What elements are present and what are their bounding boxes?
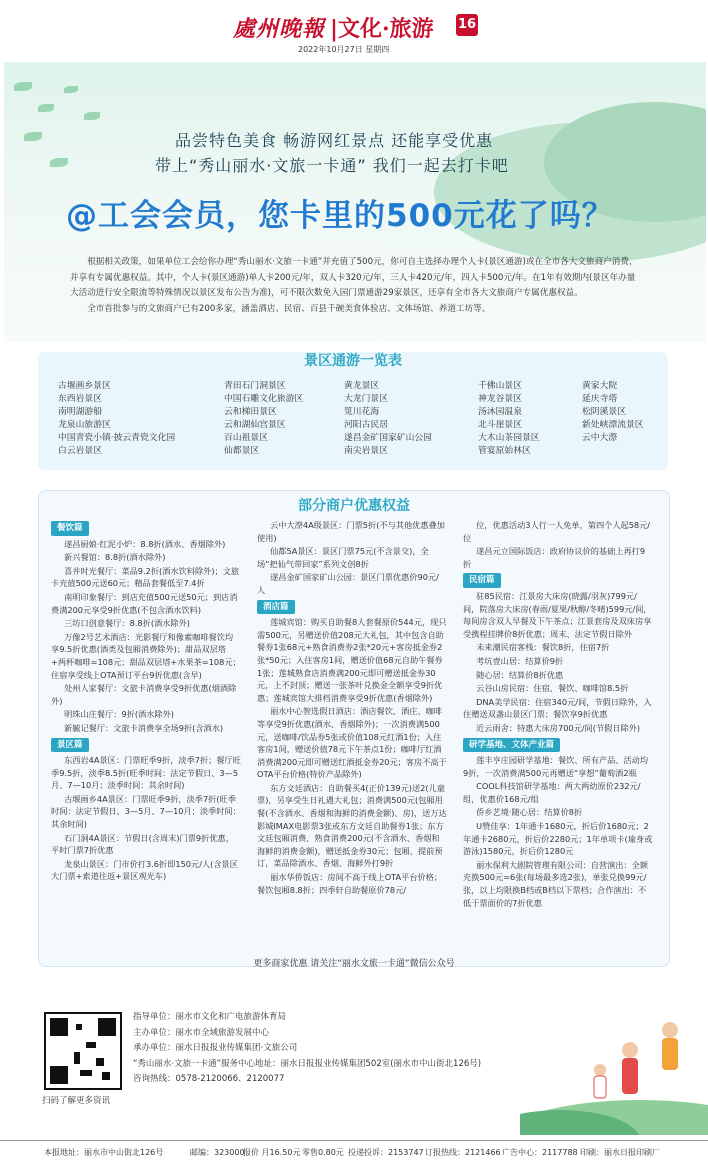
credit-line: 承办单位：丽水日报报业传媒集团·文旅公司 (133, 1043, 298, 1053)
scenic-item: 北斗崖景区 (478, 420, 522, 430)
merchant-entry: 仙都5A景区：景区门票75元(不含景交)，全场“把仙气带回家”系列文创8折 (257, 546, 429, 569)
subtitle-line-2: 带上“秀山丽水·文旅一卡通” 我们一起去打卡吧 (155, 156, 509, 175)
scenic-item: 神龙谷景区 (478, 394, 522, 404)
scenic-item: 古堰画乡景区 (58, 381, 111, 391)
merchant-entry: 丽水中心智选假日酒店：酒店餐饮、酒庄、咖啡等享受9折优惠(酒水、香烟除外)；一次消费满500元，送咖啡/饮品券5张或价值108元红酒1份；入住客房1间，赠送价值78元下午茶点1份；咖啡厅红酒消费满200元即可赠送红酒抵金券20元；客房不高于OTA平台价格(特价产品除外) (257, 706, 447, 780)
merchant-entry: 遂昌元立国际饭店：政府协议价的基础上再打9折 (463, 546, 646, 569)
dateline: 2022年10月27日 星期四 (298, 45, 390, 54)
credit-line: 指导单位：丽水市文化和广电旅游体育局 (133, 1012, 287, 1022)
merchant-benefits-box (38, 490, 670, 967)
credit-line: 主办单位：丽水市全域旅游发展中心 (133, 1027, 270, 1038)
merchant-entry: 石门洞4A景区：节假日(含周末)门票9折优惠，平时门票7折优惠 (51, 832, 234, 856)
merchant-entry: 莲丰亨庄园研学基地：餐饮、所有产品、活动均9折，一次消费满500元再赠送“享想”葡萄酒2瓶 (463, 755, 649, 778)
willow-leaf-icon (50, 158, 68, 167)
scenic-item: 云和梯田景区 (224, 407, 277, 417)
masthead (0, 0, 708, 60)
scenic-item: 延庆寺塔 (582, 394, 618, 404)
scenic-item: 云和湖仙宫景区 (224, 420, 286, 430)
scenic-item: 笕川花海 (344, 407, 380, 417)
merchant-entry: 东西岩4A景区：门票旺季9折，淡季7折；餐厅旺季9.5折，淡季8.5折(旺季时间：法定节假日、3—5月、7—10月；淡季时间：其余时间) (51, 755, 241, 791)
merchant-entry: 处州人家餐厅：文旅卡消费享受9折优惠(烟酒除外) (51, 683, 237, 706)
scenic-list-title: 景区通游一览表 (304, 353, 402, 369)
merchant-entry: 东方文廷酒店：自助餐买4(正价139元)送2(儿童票)，另享受生日礼遇大礼包；消费满500元(包厢用餐(不含酒水、香烟和海鲜的消费金额)、房)，送万达影城IMAX电影票3张或东方文廷自助餐券1张；东方文廷包厢消费、熟食消费200元(不含酒水、香烟和海鲜的消费金额)，赠送抵金券30元；包厢、提前预订，菜品除酒水、香烟、海鲜外打9折 (257, 782, 447, 869)
scenic-item: 云中大漈 (582, 433, 618, 443)
credit-line: “秀山丽水·文旅一卡通”服务中心地址：丽水日报报业传媒集团502室(丽水市中山街北126号) (133, 1058, 482, 1069)
merchant-column-3 (463, 519, 653, 910)
scenic-column (224, 380, 303, 458)
merchant-entry: 新兴餐馆：8.8折(酒水除外) (64, 552, 166, 563)
merchant-entry: 云谷山房民宿：住宿、餐饮、咖啡馆8.5折 (476, 683, 629, 694)
merchant-entry: 莲城宾馆：购买自助餐8人套餐原价544元，现只需500元，另赠送价值208元大礼包，其中包含自助餐券1张68元+熟食消费券2张*20元+客房抵金券2张*50元；入住客房1间，赠送价值68元自助午餐券1张；莲城熟食店消费满200元即可赠送抵金券30元，上不封顶；赠送一张茶叶兑换金全额享受9折优惠；莲城宾馆大排档消费享受9折优惠(香烟除外) (257, 617, 447, 703)
scenic-column (582, 380, 644, 445)
merchant-entry: 位，优惠活动3人行一人免单，第四个人起58元/位 (463, 520, 651, 543)
family-illustration (520, 990, 708, 1135)
merchant-column-1 (51, 519, 241, 884)
merchant-entry: 侨乡艺境·随心居：结算价8折 (476, 807, 583, 818)
merchant-entry: 遂昌金矿国家矿山公园：景区门票优惠价90元/人 (257, 572, 439, 595)
scenic-item: 千佛山景区 (478, 381, 522, 391)
category-tag: 民宿篇 (463, 573, 501, 588)
willow-leaf-icon (38, 104, 54, 112)
scenic-item: 管宴原始林区 (478, 446, 531, 456)
merchant-entry: 龙泉山景区：门市价打3.6折即150元/人(含景区大门票+索道往返+景区观光车) (51, 858, 238, 882)
page-number: 16 (456, 14, 478, 36)
footer-address: 本报地址：丽水市中山街北126号 (44, 1148, 164, 1157)
category-tag: 餐饮篇 (51, 521, 89, 536)
scenic-item: 新处峡漂流景区 (582, 420, 644, 430)
scenic-item: 汤沐园温泉 (478, 407, 522, 417)
subtitle-line-1: 品尝特色美食 畅游网红景点 还能享受优惠 (175, 131, 494, 150)
merchant-entry: 云中大漈4A级景区：门票5折(不与其他优惠叠加使用) (257, 520, 445, 543)
scenic-column (478, 380, 540, 458)
willow-leaf-icon (64, 86, 78, 93)
merchant-entry: 近云雨舍：特惠大床房700元/间(节假日除外) (476, 722, 641, 733)
merchant-column-2 (257, 519, 447, 897)
merchant-benefits-title: 部分商户优惠权益 (298, 498, 410, 514)
footer-retail: 零售0.80元 (302, 1148, 344, 1157)
scenic-item: 东西岩景区 (58, 394, 102, 404)
merchant-entry: 古堰画乡4A景区：门票旺季9折，淡季7折(旺季时间：法定节假日、3—5月、7—10月；淡季时间：其余时间) (51, 793, 241, 830)
scenic-item: 遂昌金矿国家矿山公园 (344, 433, 432, 443)
category-tag: 景区篇 (51, 738, 89, 753)
intro-text (70, 255, 640, 317)
merchant-entry: 南明印象餐厅：到店充值500元送50元；到店消费满200元享受9折优惠(不包含酒水饮料) (51, 591, 238, 615)
scenic-item: 中国青瓷小镇·披云青瓷文化园 (58, 433, 176, 443)
merchant-entry: 考坑壹山居：结算价9折 (476, 655, 564, 666)
scenic-item: 黄龙景区 (344, 381, 380, 391)
footer-printer: 印刷：丽水日报印刷厂 (580, 1148, 660, 1157)
scenic-item: 大木山茶园景区 (478, 433, 540, 443)
credit-line: 咨询热线：0578-2120066、2120077 (133, 1074, 285, 1084)
footer-subscription: 订报热线：2121466 (425, 1148, 501, 1157)
scenic-item: 仙都景区 (224, 446, 260, 456)
scenic-column (58, 380, 175, 458)
merchant-entry: 丽水保利大剧院管理有限公司：自营演出：全额充换500元=6张(每场最多选2张)，单张兑换99元/张，以上均限换B档或B档以下票档；合作演出：不低于票面价的7折优惠 (463, 859, 649, 908)
merchant-entry: 喜井时光餐厅：菜品9.2折(酒水饮料除外)；文旅卡充值500元送60元；精品套餐低至7.4折 (51, 565, 240, 589)
merchant-entry: 万像2号艺术酒店：光影餐厅和像素咖啡餐饮均享9.5折优惠(酒类及包厢消费除外)；甜品双层塔+两杯咖啡=108元；甜品双层塔+水果茶=108元；住宿享受线上OTA预订平台9折优惠(含早) (51, 631, 241, 680)
intro-paragraph: 根据相关政策，如果单位工会给你办理“秀山丽水·文旅一卡通”并充值了500元，你可自主选择办理个人卡(景区通游)或在全市各大文旅商户消费，并享有专属优惠权益。其中，个人卡(景区通游)单人卡200元/年，双人卡320元/年，三人卡420元/年，四人卡500元/年。在1年有效期内(景区年办量大活动进行安全限流等特殊情况以景区发布公告为准)，可不限次数免入园门票通游29家景区，还享有全市各大文旅商户专属优惠权益。 (70, 257, 638, 298)
willow-leaf-icon (84, 112, 100, 120)
scan-caption: 扫码了解更多资讯 (42, 1096, 111, 1106)
scenic-item: 中国石雕文化旅游区 (224, 394, 304, 404)
organizer-credits (133, 1010, 481, 1088)
footer-ad-center: 广告中心：2117788 (502, 1148, 578, 1157)
merchant-entry: COOL科技馆研学基地：两大两幼原价232元/组，优惠价168元/组 (463, 781, 641, 804)
merchant-entry: 三坊口创意餐厅：8.8折(酒水除外) (64, 618, 190, 629)
merchant-entry: 明珠山庄餐厅：9折(酒水除外) (64, 709, 174, 720)
willow-leaf-icon (14, 82, 32, 91)
scenic-item: 河阳古民居 (344, 420, 388, 430)
section-title: |文化·旅游 (330, 16, 434, 42)
scenic-item: 南明湖游船 (58, 407, 102, 417)
scenic-list-box (38, 352, 668, 470)
scenic-item: 青田石门洞景区 (224, 381, 286, 391)
scenic-item: 南尖岩景区 (344, 446, 388, 456)
intro-paragraph: 全市首批参与的文旅商户已有200多家，涵盖酒店、民宿、百县千碗美食体验店、文体场馆、养道工坊等。 (87, 303, 491, 314)
scenic-item: 大龙门景区 (344, 394, 388, 404)
scenic-item: 松阴溪景区 (582, 407, 626, 417)
willow-leaf-icon (24, 132, 42, 141)
scenic-column (344, 380, 432, 458)
scenic-item: 龙泉山旅游区 (58, 420, 111, 430)
merchant-entry: 遂昌厨娘·红泥小炉：8.8折(酒水、香烟除外) (64, 538, 226, 549)
qr-code[interactable] (44, 1012, 122, 1090)
merchant-entry: DNA美学民宿：住宿340元/间，节假日除外，入住赠送双盏山景区门票；餐饮享9折优惠 (463, 696, 652, 720)
merchant-entry: U赞佳享：1年通卡1680元，折后价1680元；2年通卡2680元，折后价2280元；1年单项卡(瑜身或游泳)1580元，折后价1280元 (463, 821, 653, 857)
footer-price: 报价 月16.50元 (243, 1148, 301, 1157)
merchant-entry: 驻85民宿：江景房大床房(晓露/羽灰)799元/间，院落房大床房(春雨/夏果/秋醇/冬晴)599元/间，每间房含双人早餐及下午茶点；江景套房及双床房享受携程挂牌价8折优惠；周末、法定节假日除外 (463, 590, 652, 639)
newspaper-logo: 處州晚報 (233, 16, 326, 42)
footer-postcode: 邮编：323000 (190, 1148, 245, 1157)
merchant-entry: 未来潮民宿客栈：餐饮8折，住宿7折 (476, 642, 610, 653)
more-merchants-note: 更多商家优惠 请关注“丽水文旅一卡通”微信公众号 (253, 959, 455, 969)
merchant-entry: 新毓记餐厅：文旅卡消费享全场9折(含酒水) (64, 722, 224, 733)
footer-complaint: 投递投诉：2153747 (348, 1148, 424, 1157)
scenic-item: 黄家大院 (582, 381, 618, 391)
scenic-item: 百山祖景区 (224, 433, 268, 443)
category-tag: 酒店篇 (257, 600, 295, 615)
scenic-item: 白云岩景区 (58, 446, 102, 456)
footer-bar (0, 1140, 708, 1163)
merchant-entry: 丽水华侨饭店：房间不高于线上OTA平台价格；餐饮包厢8.8折；四季轩自助餐原价78元/ (257, 872, 443, 895)
category-tag: 研学基地、文体产业篇 (463, 738, 560, 753)
merchant-entry: 随心居：结算价8折优惠 (476, 669, 564, 680)
headline: @工会会员，您卡里的500元花了吗？ (66, 198, 614, 234)
